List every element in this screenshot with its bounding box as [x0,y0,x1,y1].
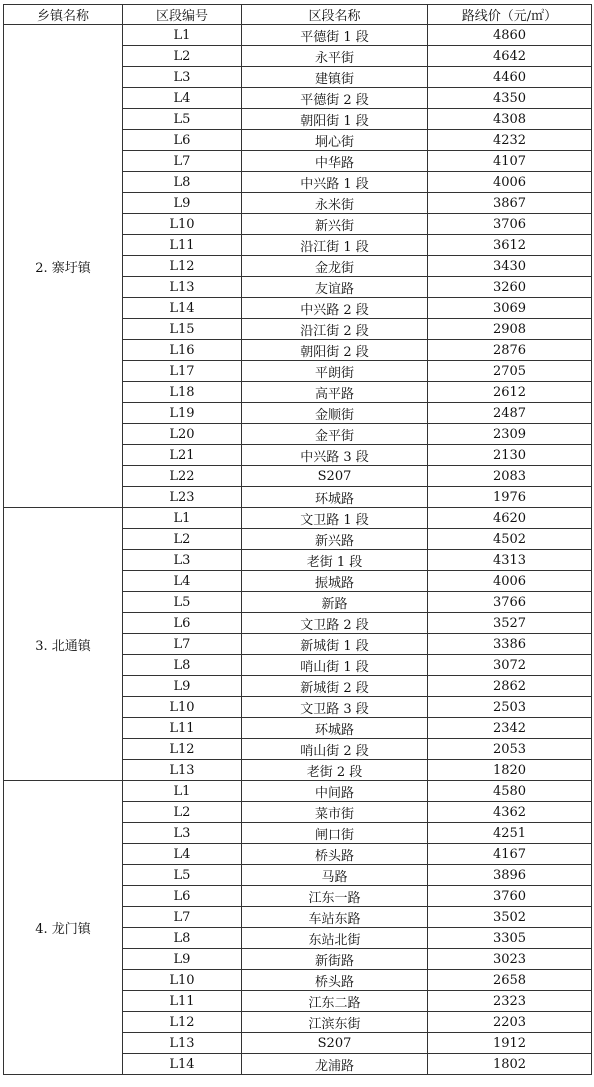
section-name-cell: 永平街 [242,46,428,67]
header-route-price: 路线价（元/㎡） [428,5,592,25]
section-code-cell: L13 [123,1033,242,1054]
section-code-cell: L8 [123,655,242,676]
section-code-cell: L5 [123,865,242,886]
route-price-cell: 4620 [428,508,592,529]
section-name-cell: 金顺街 [242,403,428,424]
section-name-cell: 环城路 [242,718,428,739]
section-name-cell: 新街路 [242,949,428,970]
header-town: 乡镇名称 [4,5,123,25]
section-name-cell: 高平路 [242,382,428,403]
route-price-cell: 2309 [428,424,592,445]
section-name-cell: 中兴路 2 段 [242,298,428,319]
section-name-cell: 平朗街 [242,361,428,382]
route-price-cell: 3069 [428,298,592,319]
header-section-code: 区段编号 [123,5,242,25]
route-price-cell: 3502 [428,907,592,928]
route-price-cell: 3706 [428,214,592,235]
section-name-cell: 文卫路 2 段 [242,613,428,634]
section-name-cell: 永米街 [242,193,428,214]
section-name-cell: 沿江街 2 段 [242,319,428,340]
route-price-cell: 4362 [428,802,592,823]
route-price-cell: 3430 [428,256,592,277]
section-code-cell: L15 [123,319,242,340]
section-name-cell: 老街 1 段 [242,550,428,571]
route-price-cell: 2053 [428,739,592,760]
section-name-cell: 平德街 2 段 [242,88,428,109]
table-row [4,781,592,802]
section-code-cell: L1 [123,781,242,802]
town-name-cell: 4. 龙门镇 [4,781,123,1075]
route-price-cell: 4232 [428,130,592,151]
route-price-cell: 4251 [428,823,592,844]
table-row [4,25,592,46]
section-code-cell: L7 [123,907,242,928]
section-code-cell: L16 [123,340,242,361]
section-code-cell: L10 [123,697,242,718]
section-name-cell: 友谊路 [242,277,428,298]
route-price-cell: 4006 [428,571,592,592]
route-price-cell: 4313 [428,550,592,571]
section-code-cell: L2 [123,46,242,67]
route-price-cell: 3896 [428,865,592,886]
route-price-cell: 1802 [428,1054,592,1075]
section-name-cell: 哨山街 1 段 [242,655,428,676]
route-price-cell: 3766 [428,592,592,613]
section-code-cell: L1 [123,508,242,529]
section-name-cell: 文卫路 1 段 [242,508,428,529]
section-code-cell: L9 [123,676,242,697]
section-name-cell: 中兴路 3 段 [242,445,428,466]
section-code-cell: L7 [123,151,242,172]
section-code-cell: L7 [123,634,242,655]
route-price-cell: 2487 [428,403,592,424]
section-name-cell: 新兴路 [242,529,428,550]
route-price-cell: 2705 [428,361,592,382]
route-price-cell: 3612 [428,235,592,256]
section-code-cell: L12 [123,256,242,277]
route-price-cell: 2083 [428,466,592,487]
section-code-cell: L8 [123,928,242,949]
section-name-cell: 垌心街 [242,130,428,151]
section-name-cell: 龙浦路 [242,1054,428,1075]
section-code-cell: L13 [123,760,242,781]
section-code-cell: L9 [123,949,242,970]
section-name-cell: 车站东路 [242,907,428,928]
route-price-cell: 4107 [428,151,592,172]
section-code-cell: L4 [123,571,242,592]
section-code-cell: L10 [123,214,242,235]
route-price-cell: 1820 [428,760,592,781]
route-price-cell: 4502 [428,529,592,550]
section-name-cell: 文卫路 3 段 [242,697,428,718]
route-price-cell: 3867 [428,193,592,214]
section-name-cell: 中间路 [242,781,428,802]
section-name-cell: 江滨东街 [242,1012,428,1033]
section-name-cell: 朝阳街 1 段 [242,109,428,130]
route-price-cell: 2862 [428,676,592,697]
section-name-cell: 新路 [242,592,428,613]
section-name-cell: 建镇街 [242,67,428,88]
section-code-cell: L23 [123,487,242,508]
route-price-cell: 2658 [428,970,592,991]
section-name-cell: 中兴路 1 段 [242,172,428,193]
section-name-cell: S207 [242,466,428,487]
town-name-cell: 3. 北通镇 [4,508,123,781]
route-price-cell: 2503 [428,697,592,718]
route-price-cell: 2876 [428,340,592,361]
section-code-cell: L6 [123,886,242,907]
route-price-cell: 4642 [428,46,592,67]
route-price-cell: 3260 [428,277,592,298]
route-price-cell: 4860 [428,25,592,46]
route-price-cell: 2203 [428,1012,592,1033]
section-code-cell: L19 [123,403,242,424]
section-name-cell: 桥头路 [242,844,428,865]
route-price-cell: 2323 [428,991,592,1012]
route-price-cell: 2342 [428,718,592,739]
route-price-cell: 4167 [428,844,592,865]
section-code-cell: L3 [123,550,242,571]
route-price-cell: 3023 [428,949,592,970]
section-name-cell: 朝阳街 2 段 [242,340,428,361]
section-name-cell: S207 [242,1033,428,1054]
route-price-cell: 2612 [428,382,592,403]
section-name-cell: 老街 2 段 [242,760,428,781]
section-code-cell: L6 [123,613,242,634]
section-code-cell: L21 [123,445,242,466]
section-name-cell: 新城街 2 段 [242,676,428,697]
section-code-cell: L3 [123,823,242,844]
route-price-cell: 1976 [428,487,592,508]
section-code-cell: L12 [123,739,242,760]
route-price-cell: 2908 [428,319,592,340]
section-code-cell: L3 [123,67,242,88]
route-price-cell: 1912 [428,1033,592,1054]
section-code-cell: L9 [123,193,242,214]
route-price-cell: 4580 [428,781,592,802]
section-code-cell: L8 [123,172,242,193]
route-price-cell: 3386 [428,634,592,655]
section-code-cell: L4 [123,844,242,865]
section-code-cell: L22 [123,466,242,487]
section-name-cell: 东站北街 [242,928,428,949]
route-price-cell: 3072 [428,655,592,676]
route-price-cell: 3527 [428,613,592,634]
route-price-cell: 3305 [428,928,592,949]
table-body [4,25,592,1075]
section-code-cell: L5 [123,109,242,130]
section-name-cell: 马路 [242,865,428,886]
section-code-cell: L6 [123,130,242,151]
section-name-cell: 闸口街 [242,823,428,844]
section-name-cell: 环城路 [242,487,428,508]
section-code-cell: L11 [123,991,242,1012]
header-row [4,5,592,25]
section-code-cell: L4 [123,88,242,109]
section-code-cell: L14 [123,1054,242,1075]
route-price-cell: 4460 [428,67,592,88]
section-code-cell: L12 [123,1012,242,1033]
price-table [3,4,592,1075]
route-price-cell: 4350 [428,88,592,109]
section-name-cell: 江东二路 [242,991,428,1012]
section-code-cell: L1 [123,25,242,46]
section-code-cell: L17 [123,361,242,382]
section-code-cell: L13 [123,277,242,298]
section-code-cell: L11 [123,235,242,256]
route-price-cell: 4006 [428,172,592,193]
section-name-cell: 哨山街 2 段 [242,739,428,760]
route-price-cell: 4308 [428,109,592,130]
section-name-cell: 江东一路 [242,886,428,907]
section-code-cell: L10 [123,970,242,991]
section-name-cell: 金平街 [242,424,428,445]
route-price-cell: 2130 [428,445,592,466]
section-code-cell: L5 [123,592,242,613]
section-code-cell: L11 [123,718,242,739]
section-name-cell: 新城街 1 段 [242,634,428,655]
section-code-cell: L2 [123,802,242,823]
section-code-cell: L14 [123,298,242,319]
section-name-cell: 金龙街 [242,256,428,277]
section-code-cell: L18 [123,382,242,403]
table-row [4,508,592,529]
section-name-cell: 桥头路 [242,970,428,991]
section-name-cell: 沿江街 1 段 [242,235,428,256]
section-name-cell: 振城路 [242,571,428,592]
section-name-cell: 菜市街 [242,802,428,823]
section-code-cell: L2 [123,529,242,550]
section-name-cell: 平德街 1 段 [242,25,428,46]
section-code-cell: L20 [123,424,242,445]
section-name-cell: 新兴街 [242,214,428,235]
town-name-cell: 2. 寨圩镇 [4,25,123,508]
section-name-cell: 中华路 [242,151,428,172]
route-price-cell: 3760 [428,886,592,907]
header-section-name: 区段名称 [242,5,428,25]
